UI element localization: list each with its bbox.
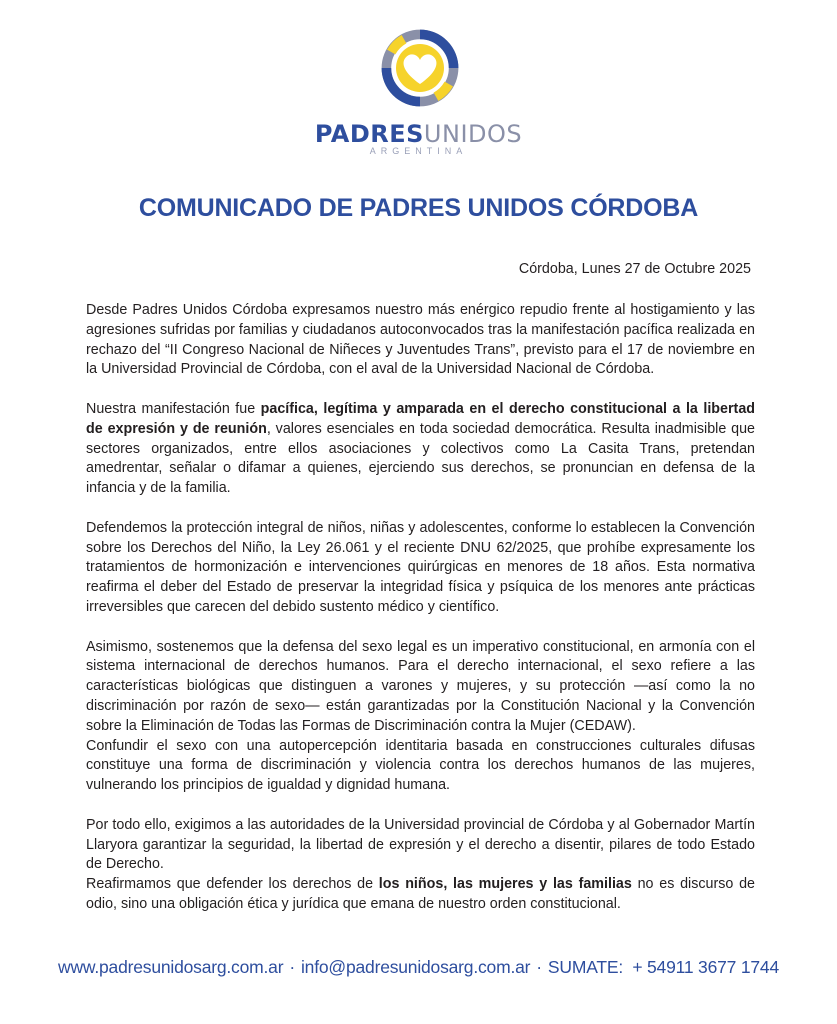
footer-separator: ·: [536, 957, 542, 977]
paragraph: Asimismo, sostenemos que la defensa del sexo legal es un imperativo constitucional, en armonía con el sistema internacional de derechos humanos. Para el derecho internacional, el sexo refiere a las características biológicas que distinguen a varones y mujeres, y su protección —así como la no discriminación por razón de sexo— están garantizadas por la Constitución Nacional y la Convención sobre la Eliminación de Todas las Formas de Discriminación contra la Mujer (CEDAW).: [86, 638, 755, 734]
brand-name: [0, 120, 837, 156]
paragraph: Defendemos la protección integral de niños, niñas y adolescentes, conforme lo establecen la Convención sobre los Derechos del Niño, la Ley 26.061 y el reciente DNU 62/2025, que prohíbe expresamente los tratamientos de hormonización e intervenciones quirúrgicas en menores de 18 años. Esta normativa reafirma el deber del Estado de preservar la integridad física y psíquica de los menores ante prácticas irreversibles que carecen del debido sustento médico y científico.: [86, 519, 755, 615]
document-body: [86, 301, 755, 935]
website-link[interactable]: www.padresunidosarg.com.ar: [58, 957, 284, 977]
brand-wordmark: [0, 120, 837, 148]
phone-number[interactable]: + 54911 3677 1744: [632, 957, 779, 977]
paragraph-emphasis: pacífica, legítima y amparada en el derecho constitucional a la libertad de expresión y de reunión: [86, 400, 755, 437]
email-link[interactable]: info@padresunidosarg.com.ar: [300, 957, 531, 977]
contact-footer: [0, 957, 837, 978]
brand-subtitle: ARGENTINA: [369, 146, 468, 156]
cta-label: SUMATE:: [547, 957, 624, 977]
heart-hands-icon: [380, 28, 460, 108]
paragraph-text: no es discurso de odio, sino una obligación ética y jurídica que emana de nuestro orden constitucional.: [86, 876, 755, 912]
document-date: Córdoba, Lunes 27 de Octubre 2025: [518, 261, 751, 277]
paragraph: [86, 875, 755, 915]
paragraph-text: Reafirmamos que defender los derechos de: [86, 876, 379, 893]
organization-logo: [360, 28, 480, 188]
paragraph: Desde Padres Unidos Córdoba expresamos nuestro más enérgico repudio frente al hostigamiento y las agresiones sufridas por familias y ciudadanos autoconvocados tras la manifestación pacífica realizada en rechazo del “II Congreso Nacional de Niñeces y Juventudes Trans”, previsto para el 17 de noviembre en la Universidad Provincial de Córdoba, con el aval de la Universidad Nacional de Córdoba.: [86, 302, 755, 378]
footer-separator: ·: [289, 957, 295, 977]
paragraph-text: , valores esenciales en toda sociedad democrática. Resulta inadmisible que sectores organizados, entre ellos asociaciones y colectivos como La Casita Trans, pretendan amedrentar, señalar o difamar a quienes, ejerciendo sus derechos, se pronuncian en defensa de la infancia y de la familia.: [86, 420, 756, 497]
paragraph: Por todo ello, exigimos a las autoridades de la Universidad provincial de Córdoba y al Gobernador Martín Llaryora garantizar la seguridad, la libertad de expresión y el derecho a disentir, pilares de todo Estado de Derecho.: [86, 816, 755, 873]
paragraph-text: Nuestra manifestación fue: [86, 400, 261, 417]
document-title: COMUNICADO DE PADRES UNIDOS CÓRDOBA: [138, 194, 699, 222]
paragraph-emphasis: los niños, las mujeres y las familias: [378, 876, 632, 893]
paragraph: [86, 400, 755, 499]
paragraph: Confundir el sexo con una autopercepción identitaria basada en construcciones culturales difusas constituye una forma de discriminación y violencia contra los derechos humanos de las mujeres, vulnerando los principios de igualdad y dignidad humana.: [86, 737, 755, 794]
brand-word-unidos: UNIDOS: [423, 120, 523, 148]
brand-word-padres: PADRES: [314, 120, 424, 148]
